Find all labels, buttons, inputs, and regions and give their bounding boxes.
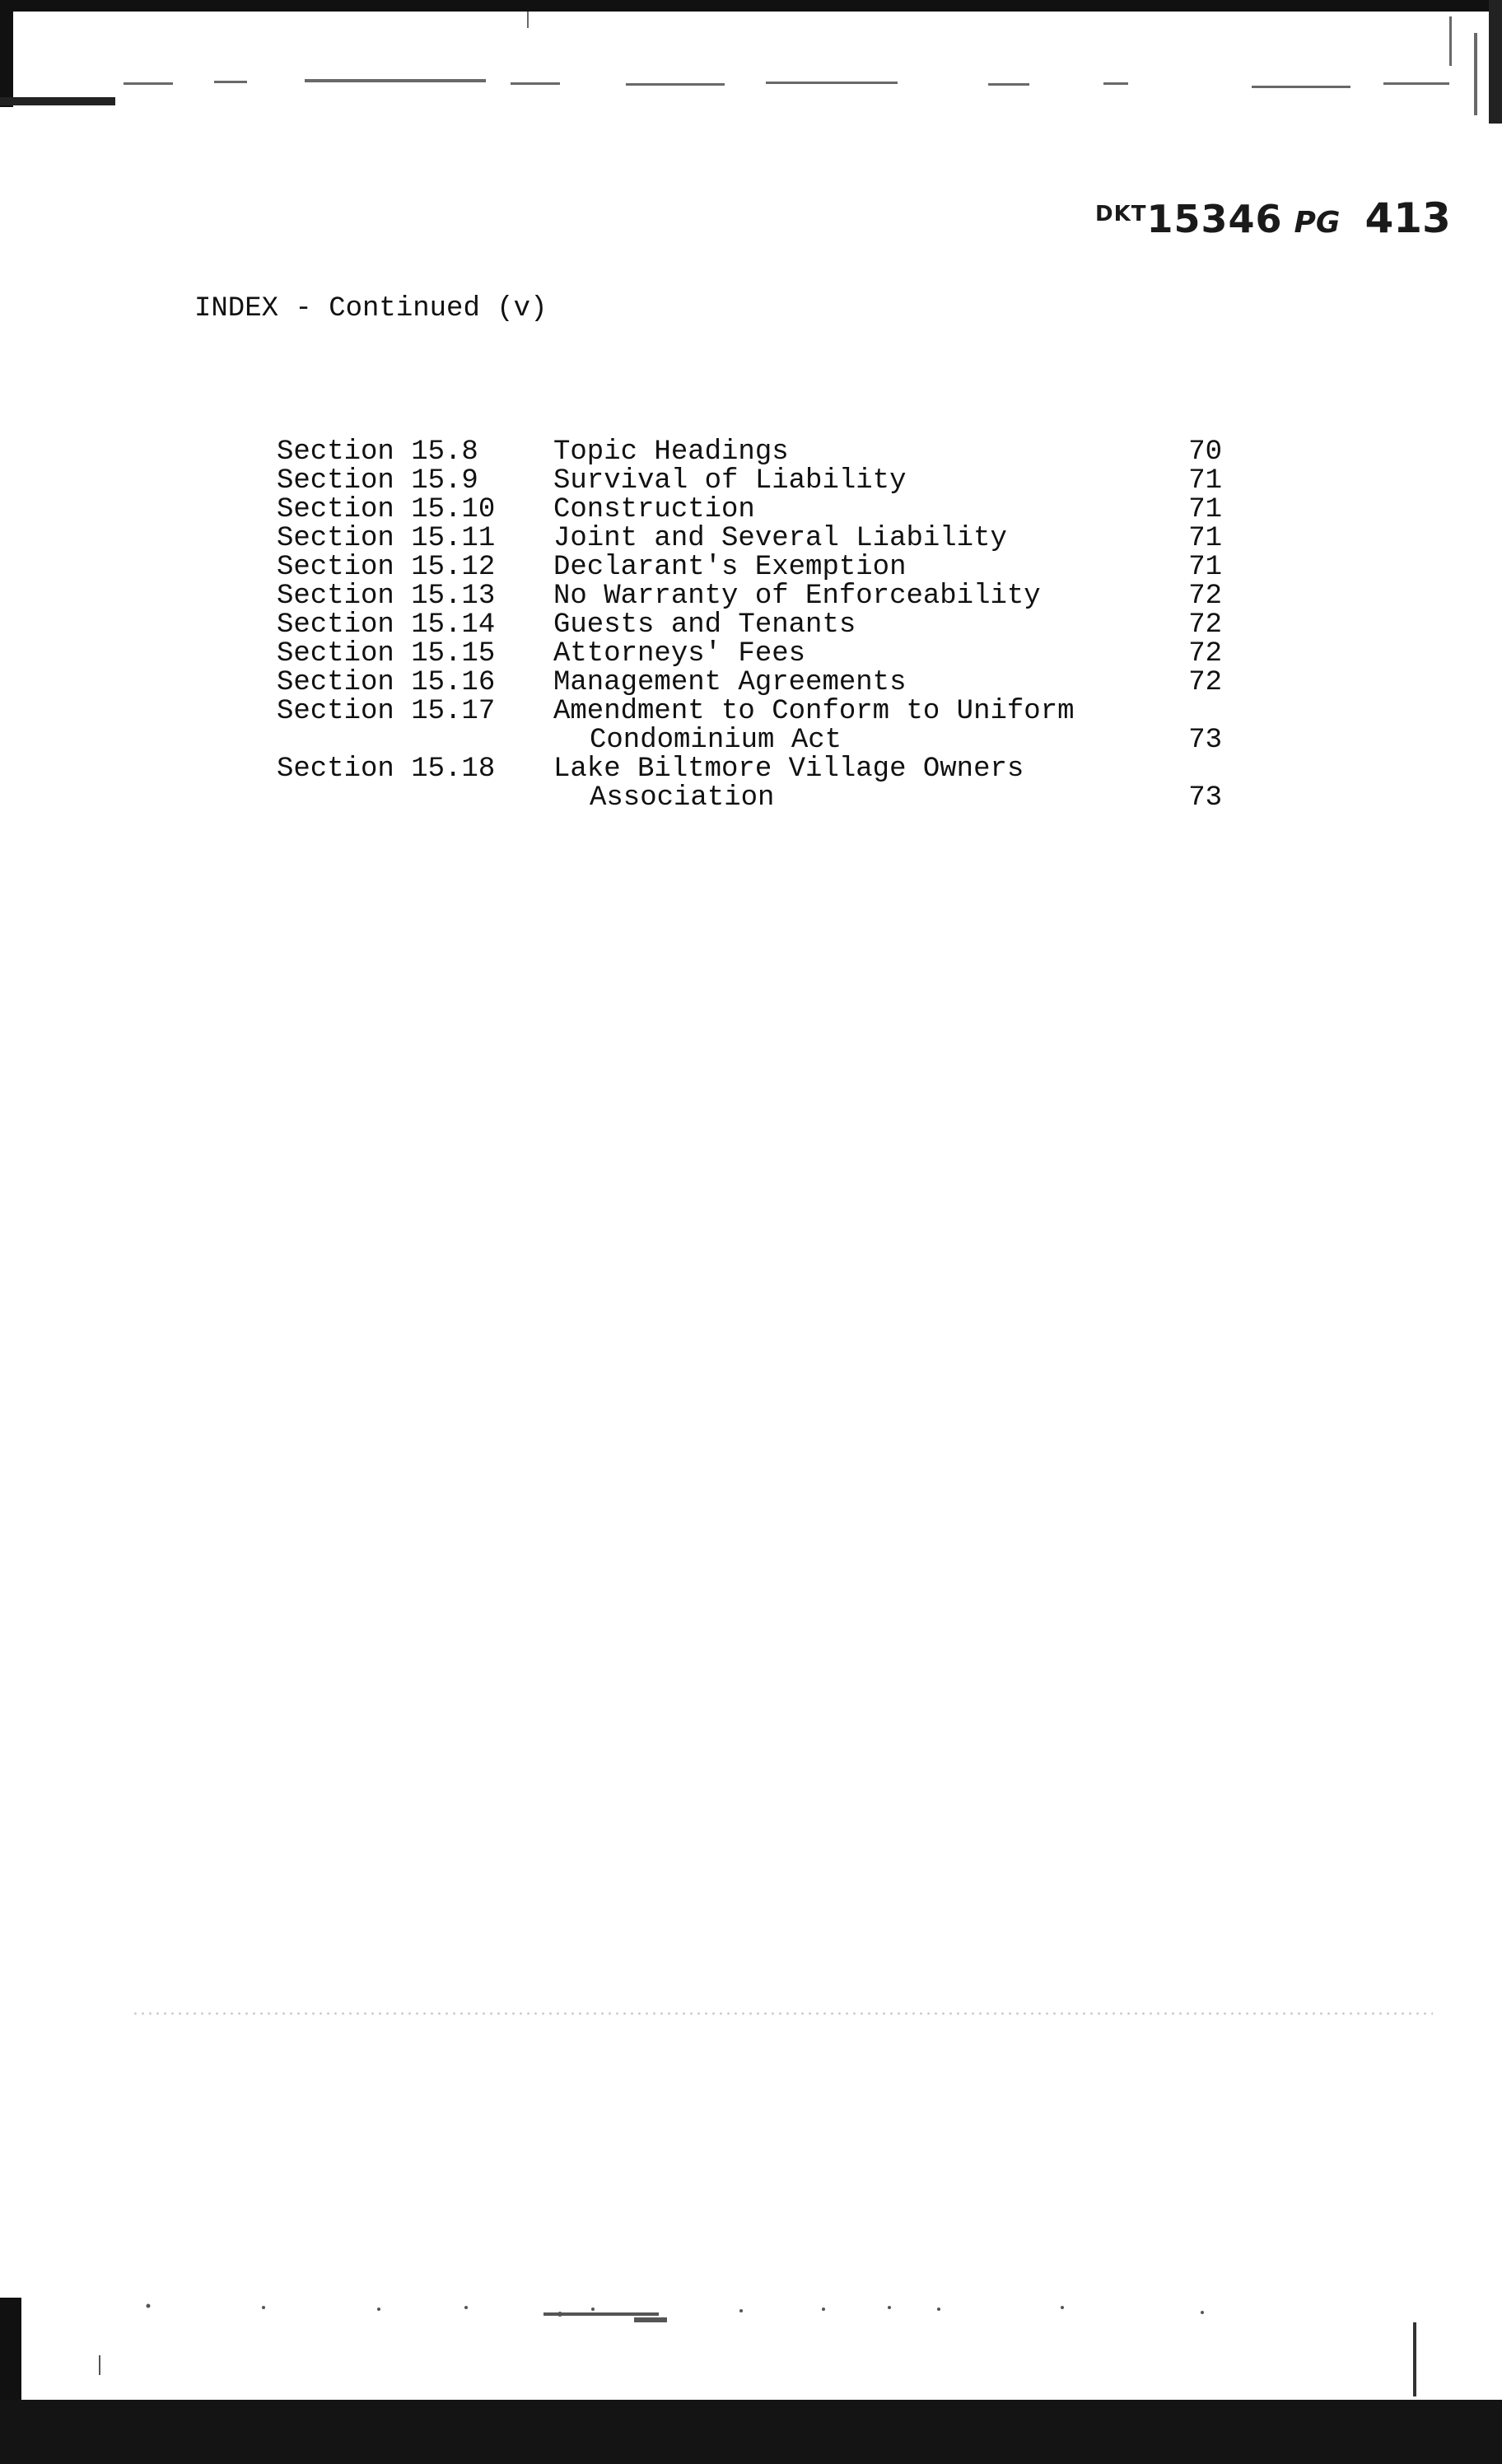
entry-title-line1: Construction [553, 494, 755, 525]
entry-page-number: 72 [1188, 667, 1222, 698]
index-table [277, 438, 1232, 813]
entry-title [553, 467, 906, 496]
entry-title [553, 755, 1024, 813]
entry-section-number: Section 15.9 [277, 465, 478, 497]
entry-title [553, 698, 1075, 755]
entry-page-number: 72 [1188, 638, 1222, 670]
entry-title-line2: Association [590, 782, 775, 814]
index-entry [277, 582, 1232, 611]
index-entry [277, 611, 1232, 640]
entry-title [553, 525, 1007, 553]
entry-page-number: 71 [1188, 465, 1222, 497]
entry-page-number: 73 [1188, 725, 1222, 756]
entry-section-number: Section 15.12 [277, 552, 496, 583]
index-entry [277, 553, 1232, 582]
index-entry [277, 669, 1232, 698]
scan-edge-bottom [0, 2298, 1502, 2464]
entry-title-line1: Amendment to Conform to Uniform [553, 696, 1075, 727]
entry-section-number: Section 15.13 [277, 581, 496, 612]
index-entry [277, 755, 1232, 813]
entry-page-number: 72 [1188, 581, 1222, 612]
entry-title [553, 496, 755, 525]
entry-title-line1: Survival of Liability [553, 465, 907, 497]
stamp-page-number: 413 [1364, 194, 1451, 242]
entry-title [553, 611, 856, 640]
entry-section-number: Section 15.11 [277, 523, 496, 554]
entry-page-number: 71 [1188, 523, 1222, 554]
entry-title-line1: Lake Biltmore Village Owners [553, 754, 1024, 785]
entry-title-line1: Attorneys' Fees [553, 638, 806, 670]
entry-title-line1: No Warranty of Enforceability [553, 581, 1041, 612]
entry-title-line1: Management Agreements [553, 667, 907, 698]
entry-page-number: 70 [1188, 436, 1222, 468]
entry-section-number: Section 15.14 [277, 609, 496, 641]
stamp-pg-label: PG [1294, 206, 1341, 240]
entry-section-number: Section 15.8 [277, 436, 478, 468]
recording-stamp [1095, 194, 1451, 242]
entry-title [553, 669, 906, 698]
index-entry [277, 438, 1232, 467]
entry-title-line1: Joint and Several Liability [553, 523, 1007, 554]
entry-section-number: Section 15.18 [277, 754, 496, 785]
entry-title-line1: Topic Headings [553, 436, 789, 468]
stamp-prefix: DKT [1095, 202, 1147, 226]
entry-page-number: 71 [1188, 552, 1222, 583]
index-entry [277, 496, 1232, 525]
scan-edge-top [0, 0, 1502, 124]
entry-page-number: 73 [1188, 782, 1222, 814]
index-entry [277, 467, 1232, 496]
index-heading: INDEX - Continued (v) [194, 293, 548, 324]
stamp-book-number: 15346 [1146, 197, 1283, 241]
entry-section-number: Section 15.16 [277, 667, 496, 698]
entry-title [553, 553, 906, 582]
index-entry [277, 698, 1232, 755]
index-entry [277, 525, 1232, 553]
scan-speckle-line [132, 2011, 1433, 2016]
entry-page-number: 71 [1188, 494, 1222, 525]
entry-title [553, 582, 1041, 611]
entry-section-number: Section 15.17 [277, 696, 496, 727]
entry-title-line2: Condominium Act [590, 725, 842, 756]
entry-section-number: Section 15.10 [277, 494, 496, 525]
index-entry [277, 640, 1232, 669]
entry-title [553, 640, 805, 669]
entry-title [553, 438, 789, 467]
entry-title-line1: Guests and Tenants [553, 609, 856, 641]
entry-page-number: 72 [1188, 609, 1222, 641]
entry-title-line1: Declarant's Exemption [553, 552, 907, 583]
entry-section-number: Section 15.15 [277, 638, 496, 670]
